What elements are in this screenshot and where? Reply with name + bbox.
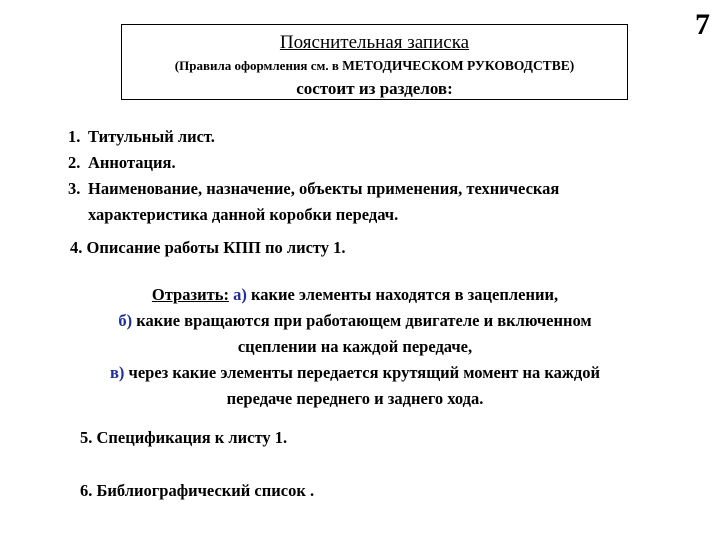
page-number: 7 xyxy=(695,8,710,41)
marker-c: в) xyxy=(109,363,125,382)
reflect-line-b xyxy=(40,308,670,334)
header-subtitle xyxy=(122,58,627,74)
item-6: 6. Библиографический список . xyxy=(80,481,315,500)
item-text: Аннотация. xyxy=(88,153,176,172)
reflect-line-c2: передаче переднего и заднего хода. xyxy=(226,389,484,408)
item-text: Титульный лист. xyxy=(88,127,215,146)
item-number: 1. xyxy=(68,127,81,146)
reflect-line-a xyxy=(40,282,670,308)
subtitle-open: (Правила оформления см. в xyxy=(174,58,343,73)
item-5: 5. Спецификация к листу 1. xyxy=(80,428,288,447)
item-4: 4. Описание работы КПП по листу 1. xyxy=(70,238,346,257)
item-number: 2. xyxy=(68,153,81,172)
list-item xyxy=(68,150,688,176)
reflect-block xyxy=(40,282,670,412)
sections-list xyxy=(68,124,688,228)
list-item xyxy=(68,176,688,202)
item-text: Наименование, назначение, объекты применения, техническая xyxy=(88,179,560,198)
reflect-c-text: через какие элементы передается крутящий момент на каждой xyxy=(124,363,600,382)
reflect-line-c xyxy=(40,360,670,386)
marker-b: б) xyxy=(118,311,133,330)
list-item-continuation: характеристика данной коробки передач. xyxy=(88,205,399,224)
subtitle-caps: МЕТОДИЧЕСКОМ РУКОВОДСТВЕ) xyxy=(342,58,575,73)
list-item xyxy=(68,124,688,150)
reflect-label: Отразить: xyxy=(151,285,229,304)
reflect-a-text: какие элементы находятся в зацеплении, xyxy=(246,285,559,304)
header-box xyxy=(121,24,628,100)
header-title: Пояснительная записка xyxy=(279,32,470,53)
reflect-line-b2: сцеплении на каждой передаче, xyxy=(237,337,473,356)
item-number: 3. xyxy=(68,179,81,198)
marker-a: а) xyxy=(233,285,247,304)
reflect-b-text: какие вращаются при работающем двигателе и включенном xyxy=(132,311,592,330)
sections-label: состоит из разделов: xyxy=(296,79,453,98)
